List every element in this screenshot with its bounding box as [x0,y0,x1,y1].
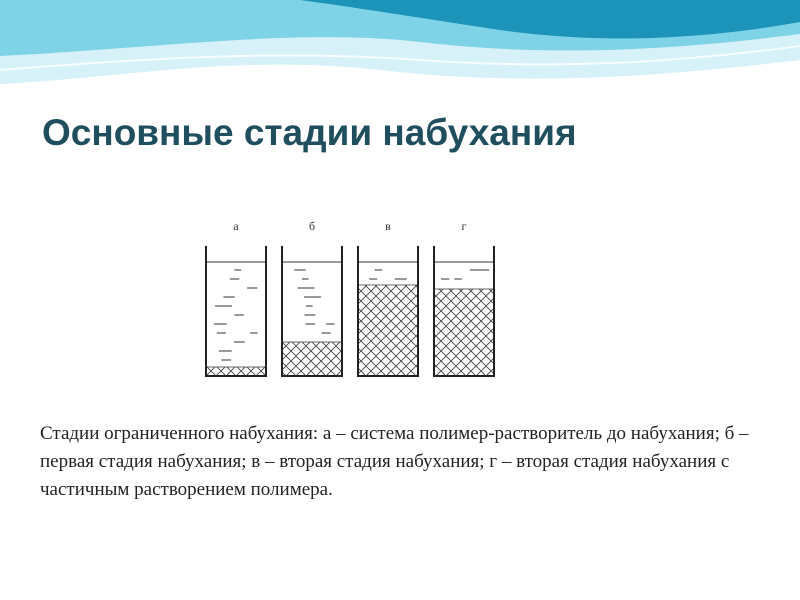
figure-caption: Стадии ограниченного набухания: а – система полимер-растворитель до набухания; б – первая стадия набухания; в – вторая стадия набухания; г – вторая стадия набухания с частичным растворением полимера. [40,423,749,500]
decorative-wave-header [0,0,800,110]
swelling-stages-figure [186,206,562,388]
polymer-layer [282,342,342,376]
stage-label: г [461,219,467,233]
polymer-layer [434,289,494,376]
polymer-layer [358,285,418,376]
stage-label: а [233,219,239,233]
stage-label: в [385,219,391,233]
stage-label: б [308,219,316,233]
polymer-layer [206,367,266,376]
slide-title: Основные стадии набухания [42,112,577,153]
